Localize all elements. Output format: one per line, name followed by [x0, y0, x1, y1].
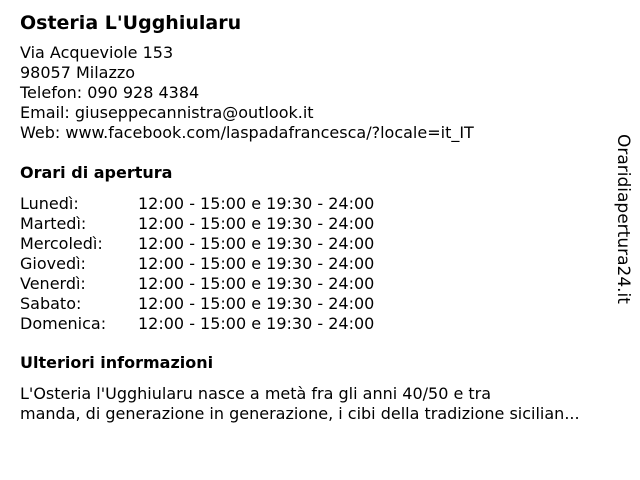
day-label: Domenica:: [20, 314, 107, 333]
email-line: Email: giuseppecannistra@outlook.it: [20, 103, 314, 122]
day-label: Lunedì:: [20, 194, 79, 213]
hours-value: 12:00 - 15:00 e 19:30 - 24:00: [138, 314, 375, 333]
opening-hours-heading: Orari di apertura: [20, 163, 173, 182]
day-label: Martedì:: [20, 214, 87, 233]
hours-value: 12:00 - 15:00 e 19:30 - 24:00: [138, 294, 375, 313]
hours-row-thursday: [20, 254, 374, 274]
opening-hours-list: [20, 194, 374, 334]
hours-row-wednesday: [20, 234, 374, 254]
more-info-heading: Ulteriori informazioni: [20, 353, 214, 372]
web-line: Web: www.facebook.com/laspadafrancesca/?locale=it_IT: [20, 123, 474, 142]
day-label: Sabato:: [20, 294, 82, 313]
hours-value: 12:00 - 15:00 e 19:30 - 24:00: [138, 234, 375, 253]
more-info-line: L'Osteria l'Ugghiularu nasce a metà fra gli anni 40/50 e tra: [20, 384, 492, 403]
hours-row-friday: [20, 274, 374, 294]
day-label: Venerdì:: [20, 274, 86, 293]
hours-row-saturday: [20, 294, 374, 314]
hours-value: 12:00 - 15:00 e 19:30 - 24:00: [138, 194, 375, 213]
hours-row-monday: [20, 194, 374, 214]
more-info-text: [20, 384, 630, 424]
hours-row-tuesday: [20, 214, 374, 234]
phone-line: Telefon: 090 928 4384: [20, 83, 200, 102]
hours-value: 12:00 - 15:00 e 19:30 - 24:00: [138, 254, 375, 273]
address-line: Via Acqueviole 153: [20, 43, 174, 62]
hours-value: 12:00 - 15:00 e 19:30 - 24:00: [138, 274, 375, 293]
city-line: 98057 Milazzo: [20, 63, 136, 82]
day-label: Giovedì:: [20, 254, 86, 273]
day-label: Mercoledì:: [20, 234, 103, 253]
hours-row-sunday: [20, 314, 374, 334]
site-watermark: Oraridiapertura24.it: [613, 134, 633, 304]
more-info-line: manda, di generazione in generazione, i cibi della tradizione sicilian...: [20, 404, 580, 423]
contact-block: [20, 43, 474, 143]
business-name: Osteria L'Ugghiularu: [20, 12, 242, 34]
hours-value: 12:00 - 15:00 e 19:30 - 24:00: [138, 214, 375, 233]
